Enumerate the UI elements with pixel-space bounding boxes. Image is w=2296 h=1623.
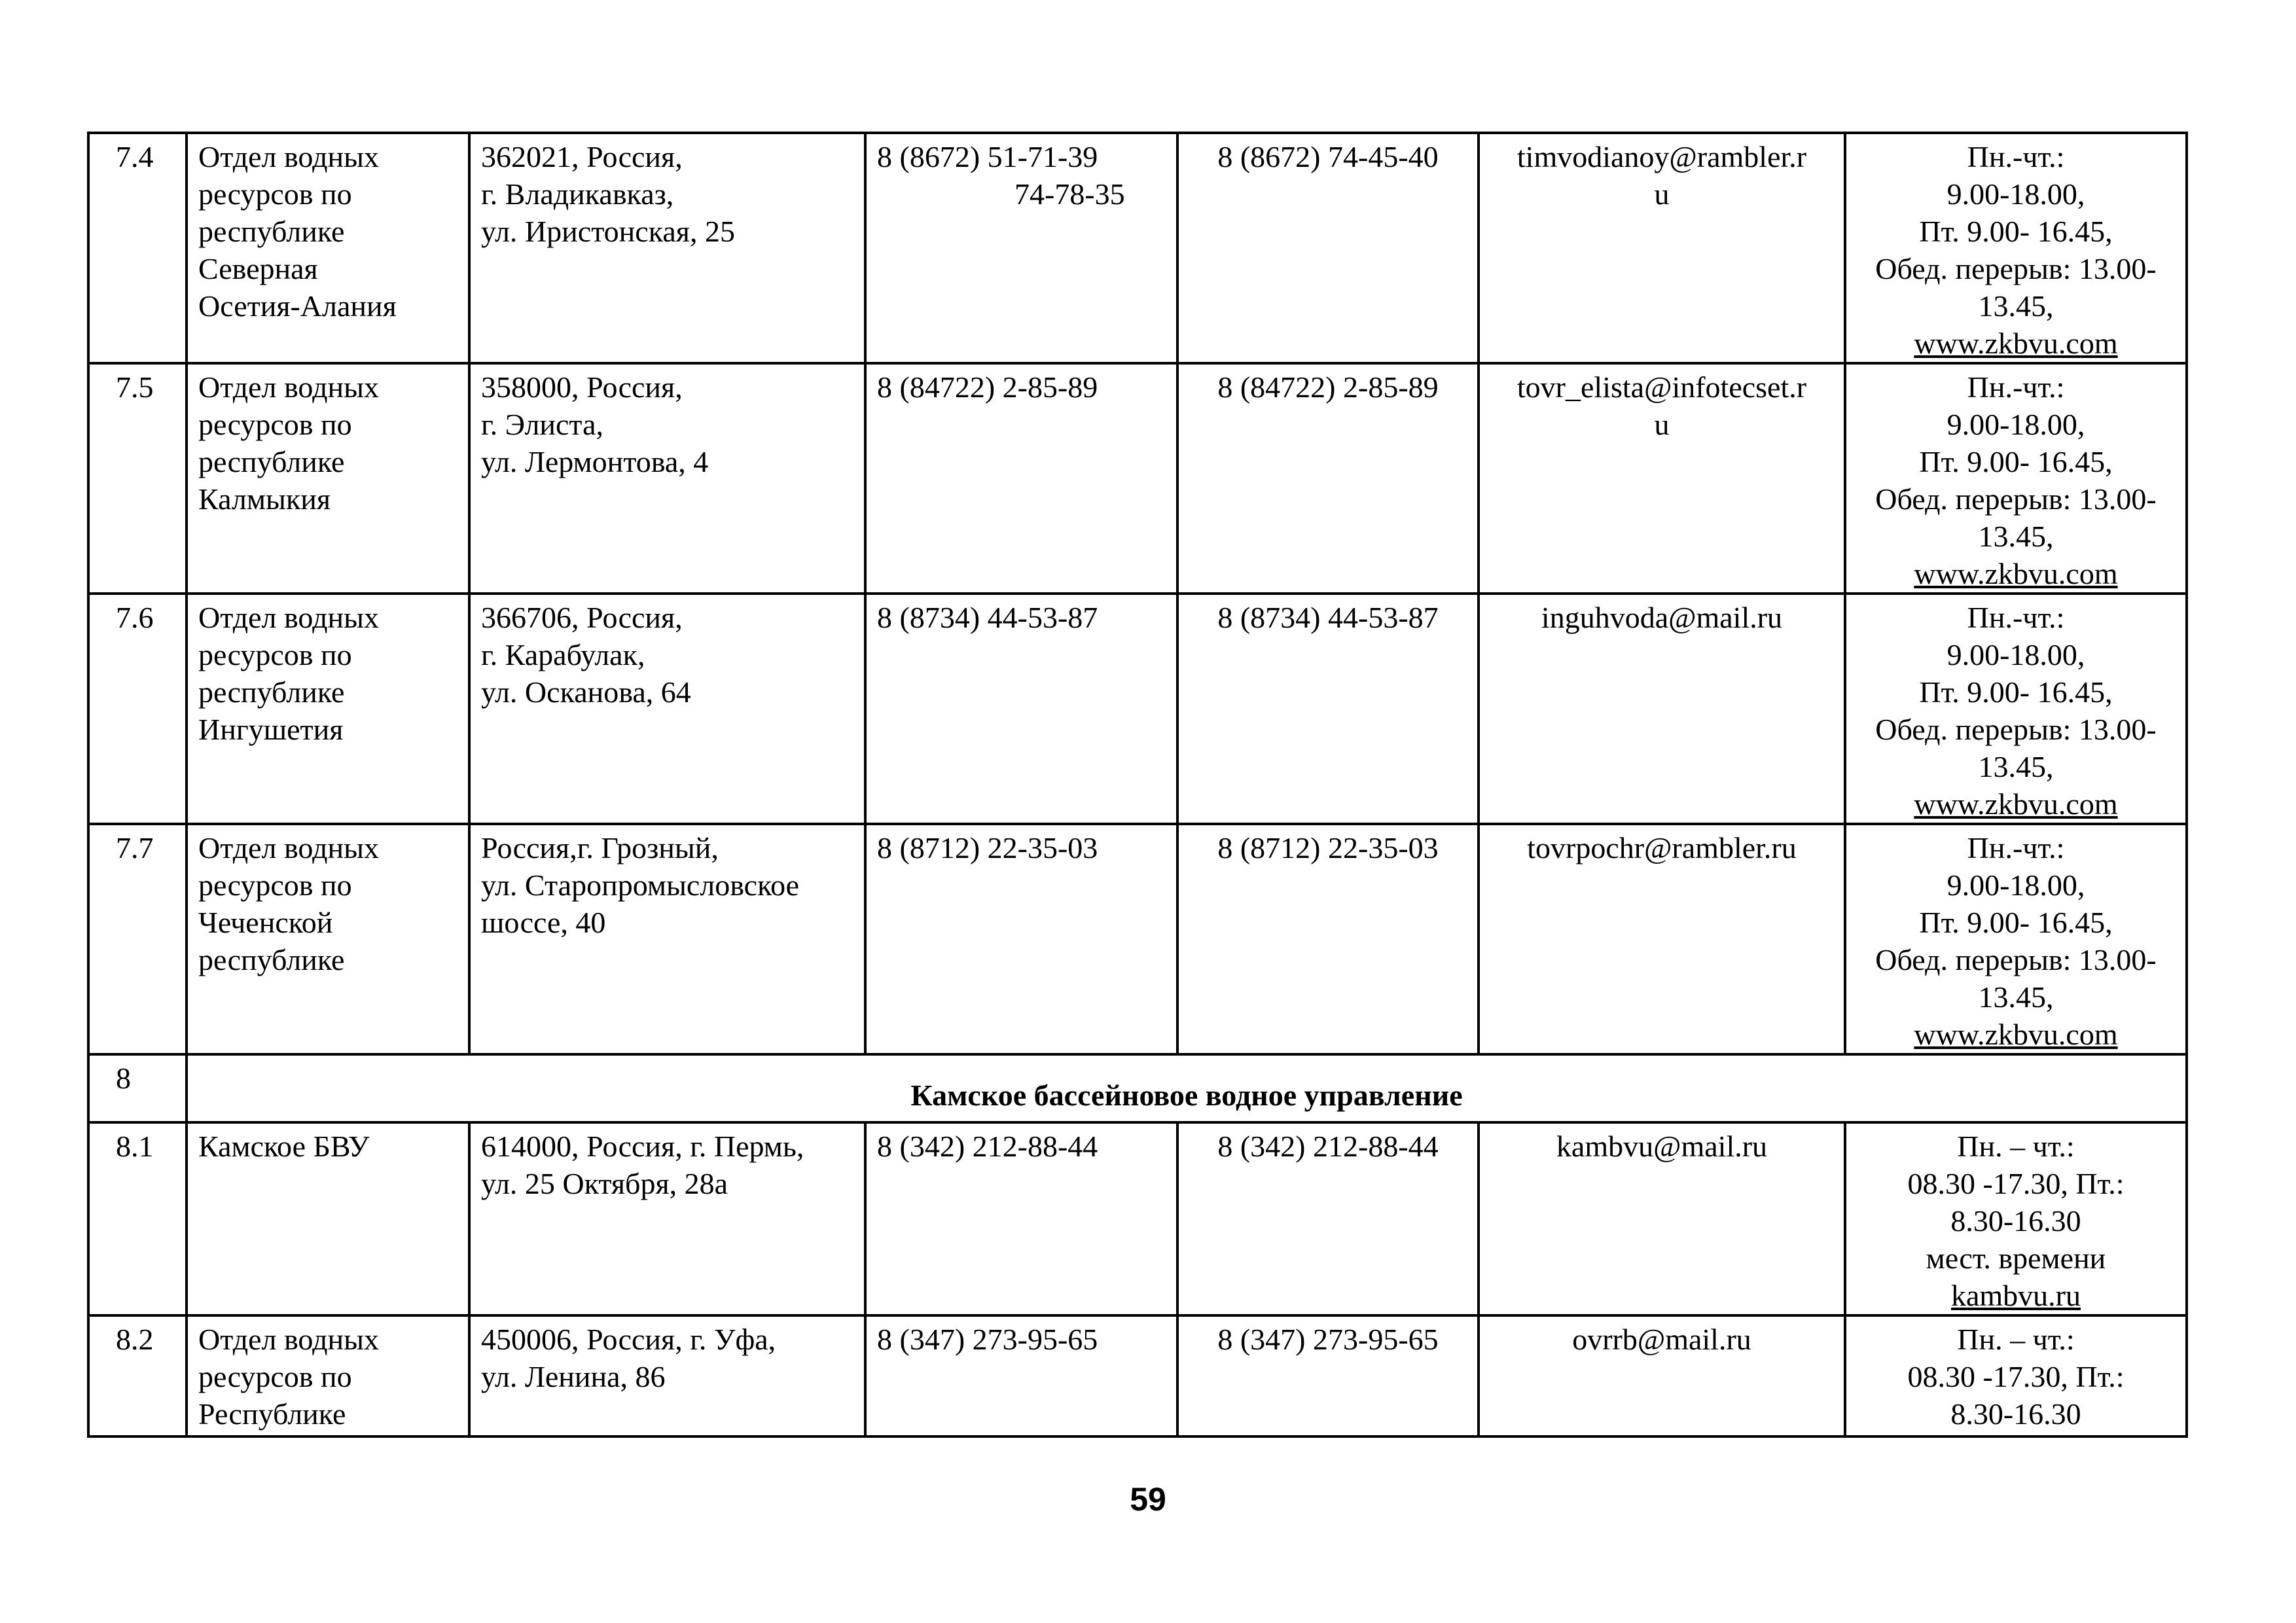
department-name: Отдел водных ресурсов по Республике [187,1315,469,1436]
hours-text: Пн.-чт.: 9.00-18.00, Пт. 9.00- 16.45, Обед. перерыв: 13.00- 13.45, [1875,140,2157,323]
site-link[interactable]: www.zkbvu.com [1914,557,2118,590]
phone-value: 8 (347) 273-95-65 [877,1323,1098,1356]
phone-cell [865,594,1177,824]
department-name: Отдел водных ресурсов по республике Северная Осетия-Алания [187,133,469,363]
fax-cell: 8 (342) 212-88-44 [1177,1122,1479,1315]
row-number: 7.7 [88,824,187,1054]
row-number: 7.5 [88,363,187,594]
hours-text: Пн.-чт.: 9.00-18.00, Пт. 9.00- 16.45, Обед. перерыв: 13.00- 13.45, [1875,370,2157,553]
email-cell: tovr_elista@infotecset.r u [1479,363,1845,594]
table-row [88,594,2187,824]
table-row [88,824,2187,1054]
address-cell: 366706, Россия, г. Карабулак, ул. Осканова, 64 [469,594,865,824]
site-link[interactable]: www.zkbvu.com [1914,787,2118,821]
hours-text: Пн. – чт.: 08.30 -17.30, Пт.: 8.30-16.30 [1907,1323,2125,1431]
hours-text: Пн.-чт.: 9.00-18.00, Пт. 9.00- 16.45, Обед. перерыв: 13.00- 13.45, [1875,601,2157,783]
hours-cell [1845,824,2187,1054]
email-cell: inguhvoda@mail.ru [1479,594,1845,824]
hours-cell [1845,1122,2187,1315]
page-number: 59 [1130,1481,1166,1518]
phone-value: 8 (84722) 2-85-89 [877,370,1098,404]
row-number: 8.2 [88,1315,187,1436]
fax-cell: 8 (347) 273-95-65 [1177,1315,1479,1436]
table-row [88,1315,2187,1436]
department-name: Отдел водных ресурсов по республике Ингушетия [187,594,469,824]
phone-value: 8 (8734) 44-53-87 [877,601,1098,634]
email-cell: tovrpochr@rambler.ru [1479,824,1845,1054]
phone-cell [865,1315,1177,1436]
phone-value: 8 (8712) 22-35-03 [877,831,1098,865]
address-cell: 614000, Россия, г. Пермь, ул. 25 Октября, 28а [469,1122,865,1315]
phone-value: 8 (342) 212-88-44 [877,1130,1098,1163]
address-cell: Россия,г. Грозный, ул. Старопромысловское шоссе, 40 [469,824,865,1054]
fax-cell: 8 (8734) 44-53-87 [1177,594,1479,824]
phone-value: 8 (8672) 51-71-39 [877,140,1098,173]
phone-extra: 74-78-35 [1014,177,1125,211]
hours-cell [1845,1315,2187,1436]
phone-cell [865,824,1177,1054]
section-title: Камское бассейновое водное управление [187,1054,2187,1122]
hours-text: Пн. – чт.: 08.30 -17.30, Пт.: 8.30-16.30 мест. времени [1907,1130,2125,1275]
hours-cell [1845,133,2187,363]
hours-cell [1845,594,2187,824]
table-row [88,1122,2187,1315]
section-number: 8 [88,1054,187,1122]
section-header-row [88,1054,2187,1122]
department-name: Камское БВУ [187,1122,469,1315]
hours-text: Пн.-чт.: 9.00-18.00, Пт. 9.00- 16.45, Обед. перерыв: 13.00- 13.45, [1875,831,2157,1014]
fax-cell: 8 (8712) 22-35-03 [1177,824,1479,1054]
row-number: 7.4 [88,133,187,363]
table-row [88,133,2187,363]
row-number: 7.6 [88,594,187,824]
site-link[interactable]: kambvu.ru [1950,1279,2081,1312]
phone-cell [865,133,1177,363]
phone-cell [865,363,1177,594]
hours-cell [1845,363,2187,594]
department-name: Отдел водных ресурсов по Чеченской республике [187,824,469,1054]
table-row [88,363,2187,594]
address-cell: 450006, Россия, г. Уфа, ул. Ленина, 86 [469,1315,865,1436]
address-cell: 362021, Россия, г. Владикавказ, ул. Иристонская, 25 [469,133,865,363]
department-name: Отдел водных ресурсов по республике Калмыкия [187,363,469,594]
fax-cell: 8 (84722) 2-85-89 [1177,363,1479,594]
email-cell: kambvu@mail.ru [1479,1122,1845,1315]
email-cell: ovrrb@mail.ru [1479,1315,1845,1436]
fax-cell: 8 (8672) 74-45-40 [1177,133,1479,363]
site-link[interactable]: www.zkbvu.com [1914,327,2118,360]
email-cell: timvodianoy@rambler.r u [1479,133,1845,363]
row-number: 8.1 [88,1122,187,1315]
address-cell: 358000, Россия, г. Элиста, ул. Лермонтова, 4 [469,363,865,594]
phone-cell [865,1122,1177,1315]
contacts-table [87,132,2188,1438]
site-link[interactable]: www.zkbvu.com [1914,1018,2118,1051]
